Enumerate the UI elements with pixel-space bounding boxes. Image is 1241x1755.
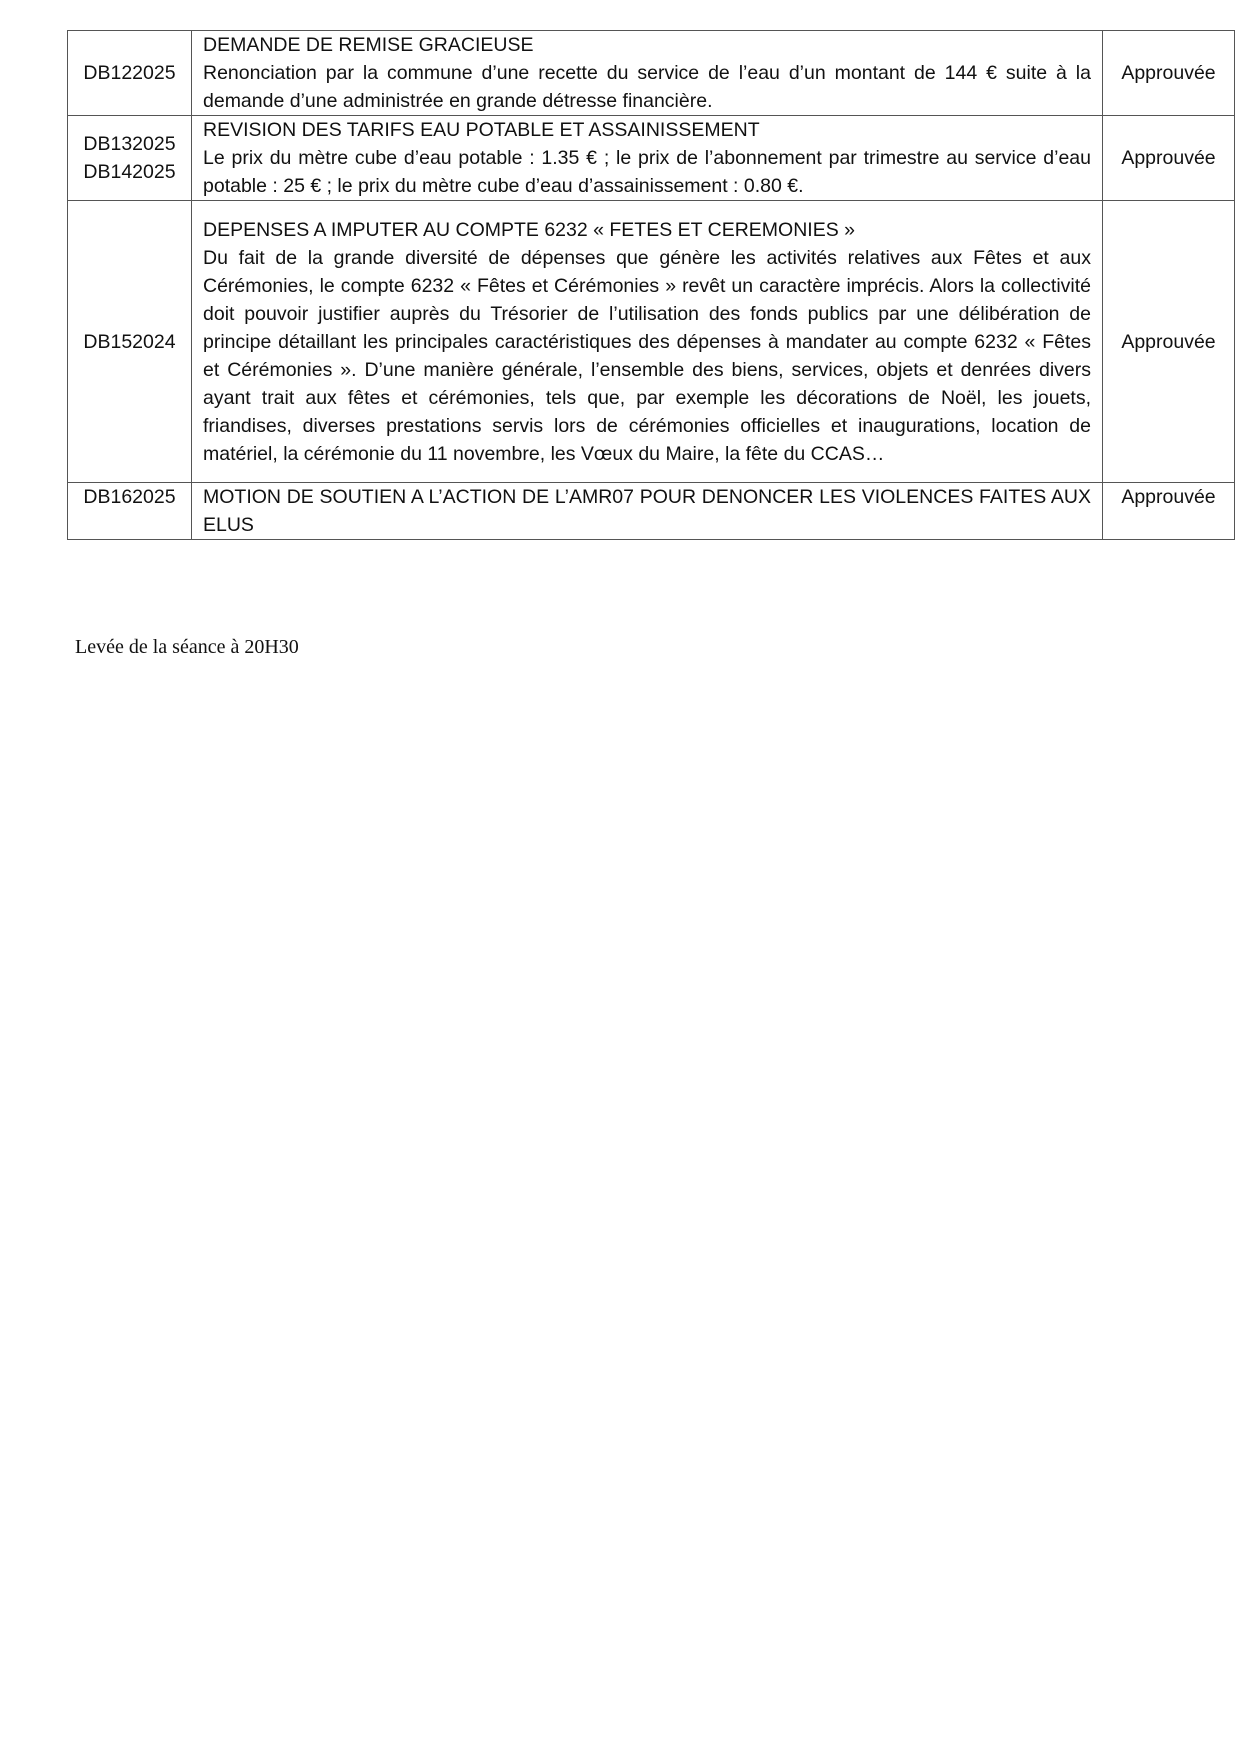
table-row <box>68 483 1235 540</box>
reference-number: DB162025 <box>83 486 176 508</box>
reference-number: DB122025 <box>83 62 176 84</box>
deliberation-title: DEMANDE DE REMISE GRACIEUSE <box>203 34 534 56</box>
description-cell <box>192 31 1103 116</box>
session-closing-text: Levée de la séance à 20H30 <box>75 636 299 658</box>
status-label: Approuvée <box>1121 330 1216 353</box>
status-cell <box>1103 483 1235 540</box>
table-row <box>68 31 1235 116</box>
reference-cell <box>68 483 192 540</box>
deliberation-title: DEPENSES A IMPUTER AU COMPTE 6232 « FETES ET CEREMONIES » <box>203 218 855 241</box>
reference-number: DB142025 <box>83 161 176 183</box>
reference-number: DB132025 <box>83 133 176 155</box>
status-cell <box>1103 116 1235 201</box>
reference-cell <box>68 31 192 116</box>
table-row <box>68 116 1235 201</box>
deliberation-title: MOTION DE SOUTIEN A L’ACTION DE L’AMR07 POUR DENONCER LES VIOLENCES FAITES AUX ELUS <box>203 486 1091 536</box>
description-cell <box>192 116 1103 201</box>
status-label: Approuvée <box>1121 147 1216 169</box>
deliberation-body: Le prix du mètre cube d’eau potable : 1.35 € ; le prix de l’abonnement par trimestre au service d’eau potable : 25 € ; le prix du mètre cube d’eau d’assainissement : 0.80 €. <box>203 147 1091 197</box>
reference-cell <box>68 201 192 483</box>
table-row <box>68 201 1235 483</box>
deliberation-body: Renonciation par la commune d’une recette du service de l’eau d’un montant de 144 € suite à la demande d’une administrée en grande détresse financière. <box>203 62 1091 112</box>
description-cell <box>192 483 1103 540</box>
deliberation-title: REVISION DES TARIFS EAU POTABLE ET ASSAINISSEMENT <box>203 119 760 141</box>
status-label: Approuvée <box>1121 62 1216 84</box>
status-label: Approuvée <box>1121 486 1216 508</box>
reference-number: DB152024 <box>83 330 176 353</box>
deliberations-table <box>67 30 1235 540</box>
deliberation-body: Du fait de la grande diversité de dépenses que génère les activités relatives aux Fêtes et aux Cérémonies, le compte 6232 « Fêtes et Cérémonies » revêt un caractère imprécis. Alors la collectivité doit pouvoir justifier auprès du Trésorier de l’utilisation des fonds publics par une délibération de principe détaillant les principales caractéristiques des dépenses à mandater au compte 6232 « Fêtes et Cérémonies ». D’une manière générale, l’ensemble des biens, services, objets et denrées divers ayant trait aux fêtes et cérémonies, tels que, par exemple les décorations de Noël, les jouets, friandises, diverses prestations servis lors de cérémonies officielles et inaugurations, location de matériel, la cérémonie du 11 novembre, les Vœux du Maire, la fête du CCAS… <box>203 246 1091 465</box>
reference-cell <box>68 116 192 201</box>
status-cell <box>1103 201 1235 483</box>
status-cell <box>1103 31 1235 116</box>
description-cell <box>192 201 1103 483</box>
